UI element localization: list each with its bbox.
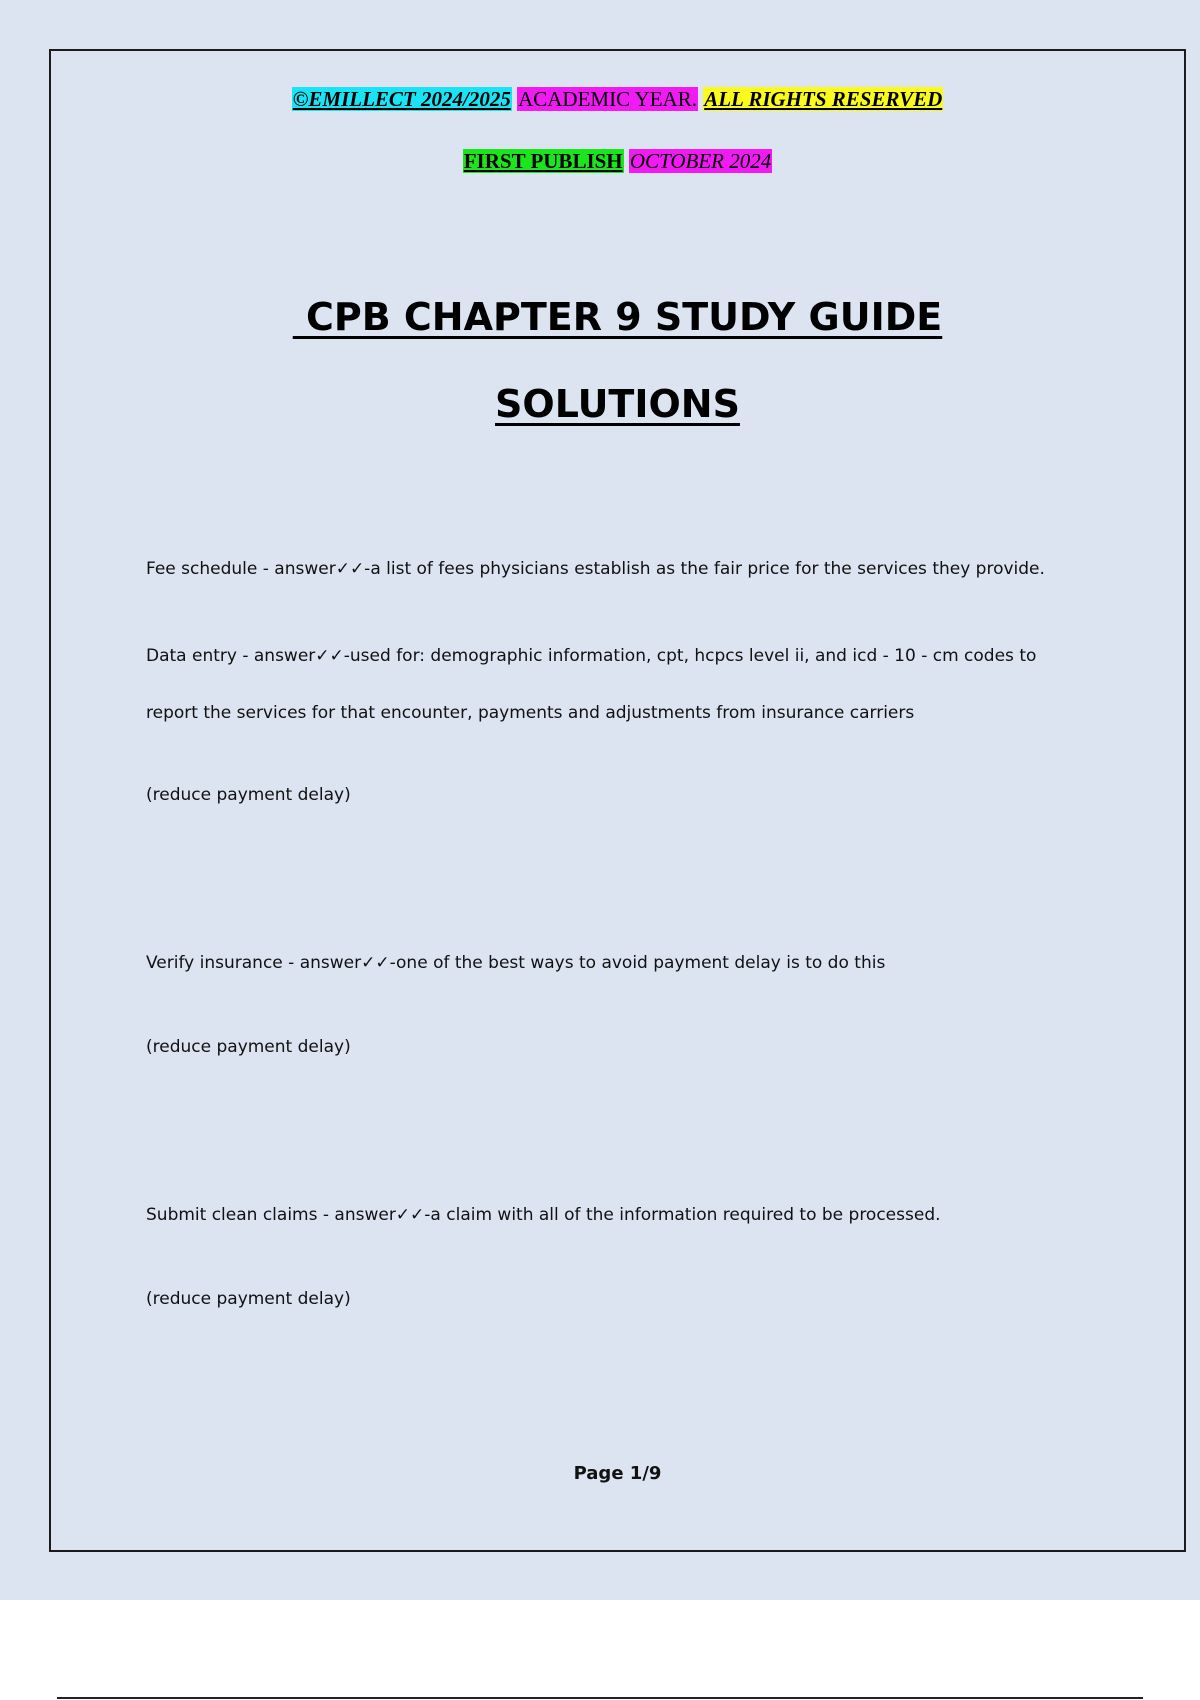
bottom-divider [57,1697,1143,1699]
document-page [49,49,1186,1552]
entry-data-entry-note: (reduce payment delay) [146,785,351,805]
copyright-text: ©EMILLECT 2024/2025 [292,87,511,111]
publish-date-text: OCTOBER 2024 [629,149,772,173]
rights-text: ALL RIGHTS RESERVED [704,87,943,111]
first-publish-text: FIRST PUBLISH [463,149,623,173]
document-subtitle: SOLUTIONS [495,382,740,426]
entry-data-entry-continued: report the services for that encounter, payments and adjustments from insurance carriers [146,703,915,723]
entry-verify-insurance-note: (reduce payment delay) [146,1037,351,1057]
publish-header [51,148,1184,174]
entry-data-entry: Data entry - answer✓✓-used for: demographic information, cpt, hcpcs level ii, and icd - 10 - cm codes to [146,646,1037,666]
entry-fee-schedule: Fee schedule - answer✓✓-a list of fees physicians establish as the fair price for the services they provide. [146,559,1045,579]
entry-verify-insurance: Verify insurance - answer✓✓-one of the best ways to avoid payment delay is to do this [146,953,886,973]
academic-year-text: ACADEMIC YEAR. [518,87,697,111]
entry-submit-clean-claims-note: (reduce payment delay) [146,1289,351,1309]
page-number: Page 1/9 [573,1463,662,1484]
copyright-header [51,86,1184,112]
document-title: CPB CHAPTER 9 STUDY GUIDE [292,295,943,339]
entry-submit-clean-claims: Submit clean claims - answer✓✓-a claim with all of the information required to be processed. [146,1205,941,1225]
